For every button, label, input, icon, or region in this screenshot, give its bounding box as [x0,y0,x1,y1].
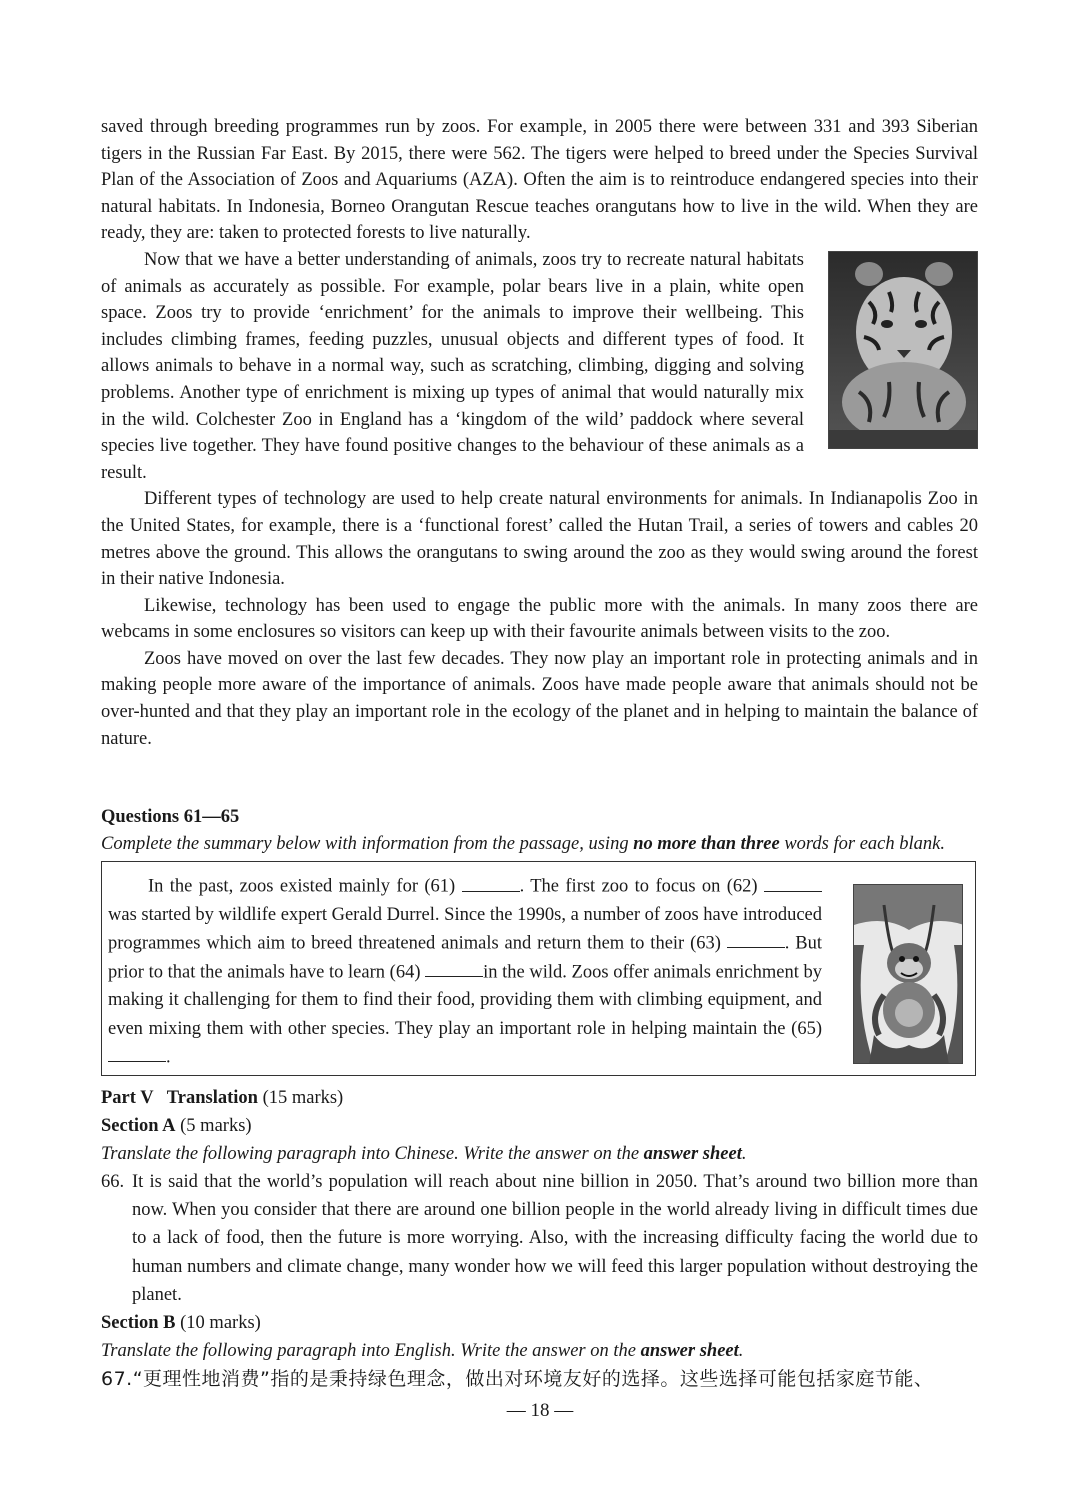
instruction-text-end: . [738,1341,744,1362]
summary-part: in the wild. Zoos offer animals enrichment by making it challenging for them to find their food, providing them with climbing equipment, and even mixing them with other species. They play an important role in helping maintain the (65) [108,962,822,1039]
summary-part: . The first zoo to focus on (62) [519,876,764,897]
question-67-text: “更理性地消费”指的是秉持绿色理念，做出对环境友好的选择。这些选择可能包括家庭节能、 [132,1368,934,1391]
blank-61[interactable] [462,872,520,892]
summary-text [108,872,822,1071]
part-5-marks: (15 marks) [257,1088,344,1108]
summary-box [101,861,976,1076]
monkey-illustration-icon [854,885,963,1064]
instruction-text: Translate the following paragraph into Chinese. Write the answer on the [101,1144,644,1164]
section-b-marks: (10 marks) [175,1313,261,1334]
question-number: 67. [101,1368,133,1391]
question-66-text: It is said that the world’s population will reach about nine billion in 2050. That’s around two billion more than now. When you consider that there are around one billion people in the world already living in difficult times due to a lack of food, then the future is more worrying. Also, with the increasing difficulty facing the world due to human numbers and climate change, many wonder how we will feed this larger population without destroying the planet. [132,1172,978,1305]
passage [101,114,978,752]
passage-paragraph-3: Different types of technology are used to help create natural environments for animals. In Indianapolis Zoo in the United States, for example, there is a ‘functional forest’ called the Hutan Trail, a series of towers and cables 20 metres above the ground. This allows the orangutans to swing around the zoo as they would swing around the forest in their native Indonesia. [101,489,978,590]
passage-paragraph-1: saved through breeding programmes run by zoos. For example, in 2005 there were between 331 and 393 Siberian tigers in the Russian Far East. By 2015, there were 562. The tigers were helped to breed under the Species Survival Plan of the Association of Zoos and Aquariums (AZA). Often the aim is to reintroduce endangered species into their natural habitats. In Indonesia, Borneo Orangutan Rescue teaches orangutans how to live in the wild. When they are ready, they are: taken to protected forests to live naturally. [101,117,978,244]
passage-paragraph-2: Now that we have a better understanding of animals, zoos try to recreate natural habitats of animals as accurately as possible. For example, polar bears live in a plain, white open space. Zoos try to provide ‘enrichment’ for the animals to improve their wellbeing. This includes climbing frames, feeding puzzles, unusual objects and different types of food. It allows animals to behave in a normal way, such as scratching, climbing, digging and solving problems. Another type of enrichment is mixing up types of animal that would naturally mix in the wild. Colchester Zoo in England has a ‘kingdom of the wild’ paddock where several species live together. They have found positive changes to the behaviour of these animals as a result. [101,249,804,483]
questions-heading: Questions 61—65 [101,807,240,827]
section-a-heading [101,1112,978,1140]
instruction-text-end: . [741,1144,747,1164]
instruction-emphasis: answer sheet [643,1144,742,1164]
question-number: 66. [101,1172,125,1192]
blank-64[interactable] [425,958,483,978]
questions-61-65 [101,804,978,858]
instruction-text: Translate the following paragraph into English. Write the answer on the [101,1341,641,1362]
summary-part: . [166,1047,171,1068]
instruction-emphasis: answer sheet [640,1341,739,1362]
section-a-title: Section A [101,1116,176,1136]
part-5-title: Part V Translation [101,1088,258,1108]
blank-65[interactable] [108,1043,166,1063]
instruction-text: Complete the summary below with information from the passage, using [101,834,634,854]
summary-part: was started by wildlife expert Gerald Durrel. Since the 1990s, a number of zoos have introduced programmes which aim to breed threatened animals and return them to their (63) [108,904,822,954]
page-number: — 18 — [506,1400,574,1421]
section-a-instruction [101,1140,978,1168]
summary-part: In the past, zoos existed mainly for (61) [148,876,462,897]
section-b-title: Section B [101,1313,176,1334]
passage-paragraph-5: Zoos have moved on over the last few decades. They now play an important role in protecting animals and in making people more aware of the importance of animals. Zoos have made people aware that animals should not be over-hunted and that they play an important role in the ecology of the planet and in helping to maintain the balance of nature. [101,648,978,749]
part-5 [101,1084,978,1393]
tiger-photo-icon [829,252,978,449]
tiger-image [828,251,978,449]
monkey-image [853,884,963,1064]
passage-paragraph-4: Likewise, technology has been used to engage the public more with the animals. In many zoos there are webcams in some enclosures so visitors can keep up with their favourite animals between visits to the zoo. [101,595,978,643]
instruction-text-end: words for each blank. [779,834,945,854]
part-5-heading [101,1084,978,1112]
section-b-instruction [101,1337,978,1365]
instruction-emphasis: no more than three [633,834,780,854]
blank-62[interactable] [764,872,822,892]
question-66 [101,1168,978,1309]
summary-paragraph [108,872,822,1071]
questions-instruction [101,830,978,858]
section-a-marks: (5 marks) [175,1116,252,1136]
blank-63[interactable] [727,929,785,949]
section-b-heading [101,1309,978,1337]
question-67 [101,1365,978,1393]
summary-part: . But prior to that the animals have to learn (64) [108,933,822,983]
